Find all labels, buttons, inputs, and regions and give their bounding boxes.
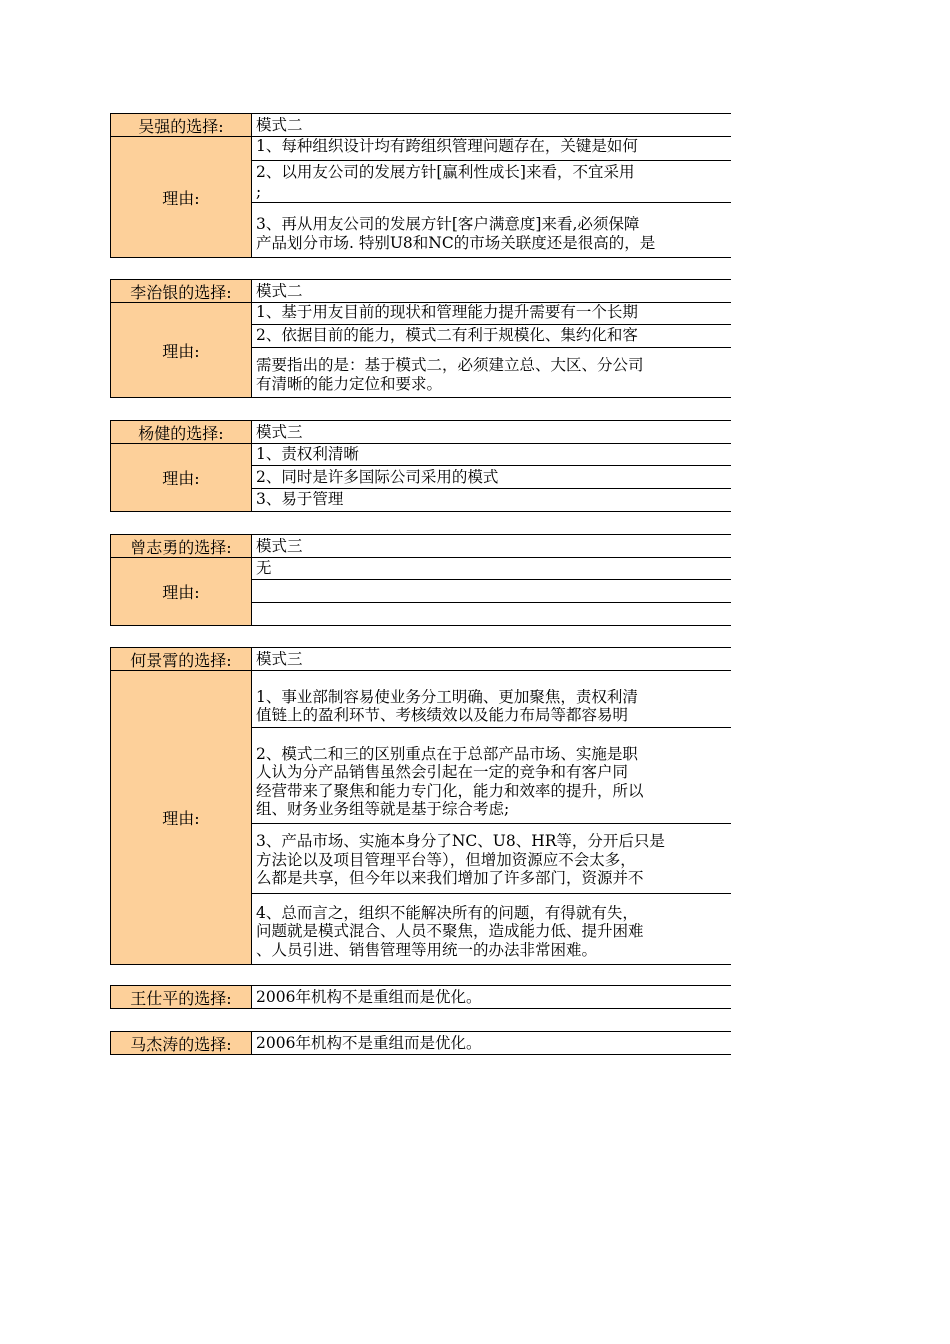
reason-line[interactable]: 、人员引进、销售管理等用统一的办法非常困难。: [256, 942, 598, 959]
reason-line[interactable]: 需要指出的是：基于模式二，必须建立总、大区、分公司: [256, 357, 644, 374]
person-label: 曾志勇的选择:: [111, 535, 252, 557]
choice-block-hejingxiao: [110, 647, 731, 965]
reason-line[interactable]: 有清晰的能力定位和要求。: [256, 376, 443, 393]
person-label: 王仕平的选择:: [111, 986, 252, 1008]
person-label: 杨健的选择:: [111, 421, 252, 443]
reason-label: 理由:: [111, 303, 252, 397]
reason-line[interactable]: 3、产品市场、实施本身分了NC、U8、HR等，分开后只是: [256, 833, 665, 850]
reason-label: 理由:: [111, 558, 252, 625]
choice-block-wangshiping: [110, 985, 731, 1009]
person-label: 马杰涛的选择:: [111, 1032, 252, 1054]
reason-line[interactable]: 无: [256, 560, 272, 577]
person-label: 何景霄的选择:: [111, 648, 252, 670]
reason-line[interactable]: 1、事业部制容易使业务分工明确、更加聚焦，责权利清: [256, 689, 638, 706]
reason-label: 理由:: [111, 137, 252, 257]
choice-block-majietao: [110, 1031, 731, 1055]
person-label: 李治银的选择:: [111, 280, 252, 302]
reason-line[interactable]: 组、财务业务组等就是基于综合考虑;: [256, 801, 510, 818]
reason-line[interactable]: 1、基于用友目前的现状和管理能力提升需要有一个长期: [256, 304, 638, 321]
reason-line[interactable]: 经营带来了聚焦和能力专门化，能力和效率的提升，所以: [256, 783, 644, 800]
choice-block-wuqiang: [110, 113, 731, 258]
choice-value[interactable]: 模式二: [256, 283, 303, 300]
reason-line[interactable]: 2、模式二和三的区别重点在于总部产品市场、实施是职: [256, 746, 638, 763]
reason-line[interactable]: 产品划分市场. 特别U8和NC的市场关联度还是很高的，是: [256, 235, 656, 252]
person-label: 吴强的选择:: [111, 114, 252, 136]
reason-line[interactable]: 2、同时是许多国际公司采用的模式: [256, 469, 499, 486]
choice-block-yangjian: [110, 420, 731, 512]
choice-block-zengzhiyong: [110, 534, 731, 626]
reason-line[interactable]: 2、以用友公司的发展方针[赢利性成长]来看，不宜采用: [256, 164, 635, 181]
reason-line[interactable]: 1、责权利清晰: [256, 446, 359, 463]
reason-line[interactable]: 4、总而言之，组织不能解决所有的问题，有得就有失，: [256, 905, 638, 922]
reason-label: 理由:: [111, 444, 252, 511]
reason-line[interactable]: 么都是共享，但今年以来我们增加了许多部门，资源并不: [256, 870, 644, 887]
reason-line[interactable]: 问题就是模式混合、人员不聚焦，造成能力低、提升困难: [256, 923, 644, 940]
reason-line[interactable]: 人认为分产品销售虽然会引起在一定的竞争和有客户同: [256, 764, 629, 781]
choice-value[interactable]: 模式三: [256, 538, 303, 555]
choice-value[interactable]: 模式三: [256, 651, 303, 668]
choice-value[interactable]: 2006年机构不是重组而是优化。: [256, 1035, 482, 1052]
reason-line[interactable]: 2、依据目前的能力，模式二有利于规模化、集约化和客: [256, 327, 638, 344]
choice-value[interactable]: 2006年机构不是重组而是优化。: [256, 989, 482, 1006]
choice-block-lizhiyin: [110, 279, 731, 398]
reason-line[interactable]: 3、再从用友公司的发展方针[客户满意度]来看,必须保障: [256, 216, 640, 233]
reason-line[interactable]: 1、每种组织设计均有跨组织管理问题存在，关键是如何: [256, 138, 638, 155]
reason-line[interactable]: ;: [256, 184, 262, 201]
reason-line[interactable]: 值链上的盈利环节、考核绩效以及能力布局等都容易明: [256, 707, 629, 724]
reason-line[interactable]: 3、易于管理: [256, 491, 344, 508]
reason-label: 理由:: [111, 671, 252, 964]
choice-value[interactable]: 模式二: [256, 117, 303, 134]
reason-line[interactable]: 方法论以及项目管理平台等），但增加资源应不会太多，: [256, 852, 636, 869]
choice-value[interactable]: 模式三: [256, 424, 303, 441]
